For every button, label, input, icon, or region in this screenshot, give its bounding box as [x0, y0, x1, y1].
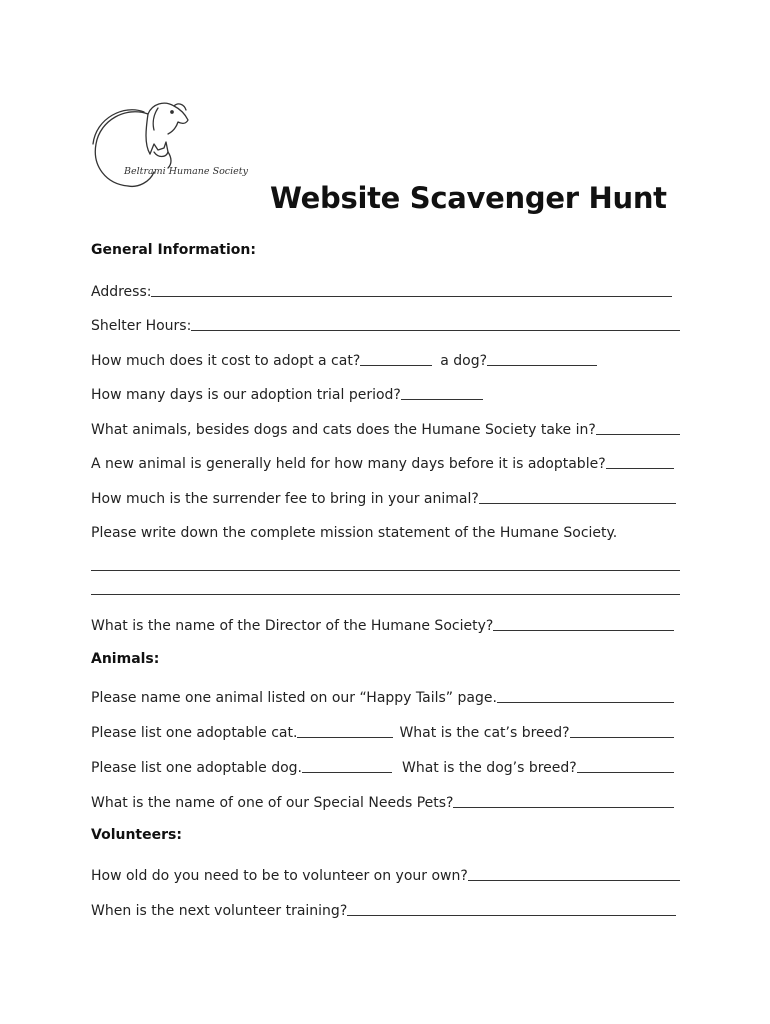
question-text: What is the name of one of our Special Needs Pets? [91, 795, 454, 811]
answer-line-trial-period[interactable] [401, 399, 483, 400]
question-text: What is the name of the Director of the Humane Society? [91, 618, 494, 634]
section-animals: Animals: [91, 651, 160, 667]
question-volunteer-age [91, 864, 680, 884]
question-happy-tails [91, 686, 680, 706]
question-adoptable-cat [91, 721, 680, 741]
question-text: When is the next volunteer training? [91, 903, 348, 919]
question-text: A new animal is generally held for how many days before it is adoptable? [91, 456, 606, 472]
question-text: Please name one animal listed on our “Happy Tails” page. [91, 690, 497, 706]
question-text: What animals, besides dogs and cats does the Humane Society take in? [91, 422, 596, 438]
answer-line-adoptable-cat[interactable] [297, 737, 393, 738]
answer-line-happy-tails[interactable] [497, 702, 674, 703]
answer-line-shelter-hours[interactable] [191, 330, 680, 331]
answer-line-adoptable-dog[interactable] [302, 772, 392, 773]
answer-line-address[interactable] [151, 296, 672, 297]
question-held-days [91, 452, 680, 472]
answer-line-director[interactable] [493, 630, 674, 631]
section-volunteers: Volunteers: [91, 827, 182, 843]
question-text: Shelter Hours: [91, 318, 192, 334]
answer-line-cat-breed[interactable] [570, 737, 674, 738]
question-address [91, 280, 680, 300]
answer-line-other-animals[interactable] [596, 434, 680, 435]
page-title: Website Scavenger Hunt [270, 181, 667, 215]
question-text: What is the cat’s breed? [399, 725, 570, 741]
question-text: Please list one adoptable cat. [91, 725, 298, 741]
answer-line-volunteer-age[interactable] [468, 880, 680, 881]
question-shelter-hours [91, 314, 680, 334]
question-director [91, 614, 680, 634]
answer-line-surrender-fee[interactable] [479, 503, 676, 504]
question-mission-statement [91, 521, 680, 541]
logo-text: Beltrami Humane Society [124, 166, 248, 177]
question-other-animals [91, 418, 680, 438]
question-volunteer-training [91, 899, 680, 919]
question-trial-period [91, 383, 680, 403]
answer-line-dog-cost[interactable] [487, 365, 597, 366]
question-text: How old do you need to be to volunteer on your own? [91, 868, 468, 884]
question-text: What is the dog’s breed? [402, 760, 577, 776]
question-text: Please list one adoptable dog. [91, 760, 303, 776]
dog-and-cat-outline-icon [88, 92, 248, 202]
answer-line-special-needs[interactable] [453, 807, 674, 808]
question-adoption-cost [91, 349, 680, 369]
question-special-needs [91, 791, 680, 811]
answer-line-held-days[interactable] [606, 468, 674, 469]
question-text: Address: [91, 284, 152, 300]
question-adoptable-dog [91, 756, 680, 776]
question-text: How many days is our adoption trial period? [91, 387, 401, 403]
question-text: How much does it cost to adopt a cat? [91, 353, 361, 369]
answer-line-cat-cost[interactable] [360, 365, 432, 366]
answer-line-dog-breed[interactable] [577, 772, 674, 773]
question-surrender-fee [91, 487, 680, 507]
beltrami-humane-society-logo [88, 92, 248, 202]
question-text: a dog? [440, 353, 488, 369]
answer-line-mission-1[interactable] [91, 570, 680, 571]
answer-line-volunteer-training[interactable] [347, 915, 676, 916]
question-text: Please write down the complete mission statement of the Humane Society. [91, 525, 618, 541]
question-text: How much is the surrender fee to bring in your animal? [91, 491, 479, 507]
answer-line-mission-2[interactable] [91, 594, 680, 595]
section-general-information: General Information: [91, 242, 256, 258]
